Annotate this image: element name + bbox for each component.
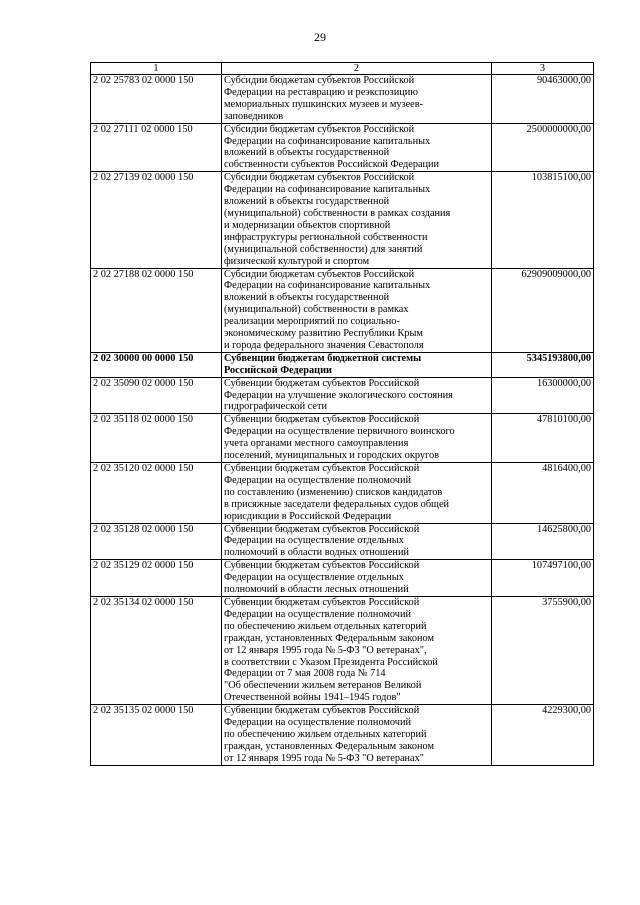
budget-revenue-table bbox=[90, 62, 594, 766]
amount-cell: 14625800,00 bbox=[492, 523, 594, 560]
description-cell: Субвенции бюджетам субъектов Российской Федерации на осуществление полномочий по обеспечению жильем отдельных категорий граждан, установленных Федеральным законом от 12 января 1995 года № 5-ФЗ "О ветеранах" bbox=[222, 705, 492, 766]
amount-cell: 4229300,00 bbox=[492, 705, 594, 766]
amount-cell: 62909009000,00 bbox=[492, 268, 594, 352]
budget-code-cell: 2 02 35128 02 0000 150 bbox=[91, 523, 222, 560]
column-header-amount: 3 bbox=[492, 63, 594, 75]
budget-code-cell: 2 02 35129 02 0000 150 bbox=[91, 560, 222, 597]
description-cell: Субвенции бюджетам субъектов Российской Федерации на осуществление полномочий по обеспечению жильем отдельных категорий граждан, установленных Федеральным законом от 12 января 1995 года № 5-ФЗ "О ветеранах", в соответствии с Указом Президента Российской Федерации от 7 мая 2008 года № 714 "Об обеспечении жильем ветеранов Великой Отечественной войны 1941–1945 годов" bbox=[222, 596, 492, 704]
description-cell: Субвенции бюджетам субъектов Российской Федерации на осуществление первичного воинского учета органами местного самоуправления поселений, муниципальных и городских округов bbox=[222, 414, 492, 463]
description-cell: Субсидии бюджетам субъектов Российской Федерации на софинансирование капитальных вложений в объекты государственной (муниципальной) собственности в рамках реализации мероприятий по социально- экономическому развитию Республики Крым и города федерального значения Севастополя bbox=[222, 268, 492, 352]
page-number: 29 bbox=[314, 30, 326, 44]
table-row bbox=[91, 596, 594, 704]
amount-cell: 47810100,00 bbox=[492, 414, 594, 463]
budget-code-cell: 2 02 30000 00 0000 150 bbox=[91, 352, 222, 377]
description-cell: Субсидии бюджетам субъектов Российской Федерации на софинансирование капитальных вложений в объекты государственной (муниципальной) собственности в рамках создания и модернизации объектов спортивной инфраструктуры региональной собственности (муниципальной собственности) для занятий физической культурой и спортом bbox=[222, 172, 492, 268]
amount-cell: 5345193800,00 bbox=[492, 352, 594, 377]
amount-cell: 16300000,00 bbox=[492, 377, 594, 414]
amount-cell: 103815100,00 bbox=[492, 172, 594, 268]
budget-code-cell: 2 02 35090 02 0000 150 bbox=[91, 377, 222, 414]
table-row bbox=[91, 377, 594, 414]
table-row bbox=[91, 414, 594, 463]
table-row bbox=[91, 705, 594, 766]
table-row bbox=[91, 523, 594, 560]
table-row bbox=[91, 463, 594, 524]
table-row bbox=[91, 172, 594, 268]
description-cell: Субвенции бюджетам субъектов Российской Федерации на осуществление полномочий по составлению (изменению) списков кандидатов в присяжные заседатели федеральных судов общей юрисдикции в Российской Федерации bbox=[222, 463, 492, 524]
budget-code-cell: 2 02 27188 02 0000 150 bbox=[91, 268, 222, 352]
column-header-description: 2 bbox=[222, 63, 492, 75]
amount-cell: 4816400,00 bbox=[492, 463, 594, 524]
amount-cell: 90463000,00 bbox=[492, 75, 594, 124]
budget-code-cell: 2 02 35120 02 0000 150 bbox=[91, 463, 222, 524]
table-row bbox=[91, 75, 594, 124]
budget-code-cell: 2 02 35118 02 0000 150 bbox=[91, 414, 222, 463]
table-header-row bbox=[91, 63, 594, 75]
budget-code-cell: 2 02 27111 02 0000 150 bbox=[91, 123, 222, 172]
amount-cell: 3755900,00 bbox=[492, 596, 594, 704]
description-cell: Субвенции бюджетам субъектов Российской Федерации на осуществление отдельных полномочий в области водных отношений bbox=[222, 523, 492, 560]
amount-cell: 107497100,00 bbox=[492, 560, 594, 597]
column-header-code: 1 bbox=[91, 63, 222, 75]
budget-code-cell: 2 02 25783 02 0000 150 bbox=[91, 75, 222, 124]
budget-code-cell: 2 02 35134 02 0000 150 bbox=[91, 596, 222, 704]
description-cell: Субвенции бюджетам субъектов Российской Федерации на улучшение экологического состояния гидрографической сети bbox=[222, 377, 492, 414]
description-cell: Субсидии бюджетам субъектов Российской Федерации на софинансирование капитальных вложений в объекты государственной собственности субъектов Российской Федерации bbox=[222, 123, 492, 172]
table-row-subtotal bbox=[91, 352, 594, 377]
budget-code-cell: 2 02 35135 02 0000 150 bbox=[91, 705, 222, 766]
description-cell: Субвенции бюджетам бюджетной системы Российской Федерации bbox=[222, 352, 492, 377]
amount-cell: 2500000000,00 bbox=[492, 123, 594, 172]
table-row bbox=[91, 560, 594, 597]
table-row bbox=[91, 123, 594, 172]
budget-code-cell: 2 02 27139 02 0000 150 bbox=[91, 172, 222, 268]
table-body bbox=[91, 75, 594, 766]
description-cell: Субвенции бюджетам субъектов Российской Федерации на осуществление отдельных полномочий в области лесных отношений bbox=[222, 560, 492, 597]
table-row bbox=[91, 268, 594, 352]
description-cell: Субсидии бюджетам субъектов Российской Федерации на реставрацию и реэкспозицию мемориальных пушкинских музеев и музеев- заповедников bbox=[222, 75, 492, 124]
